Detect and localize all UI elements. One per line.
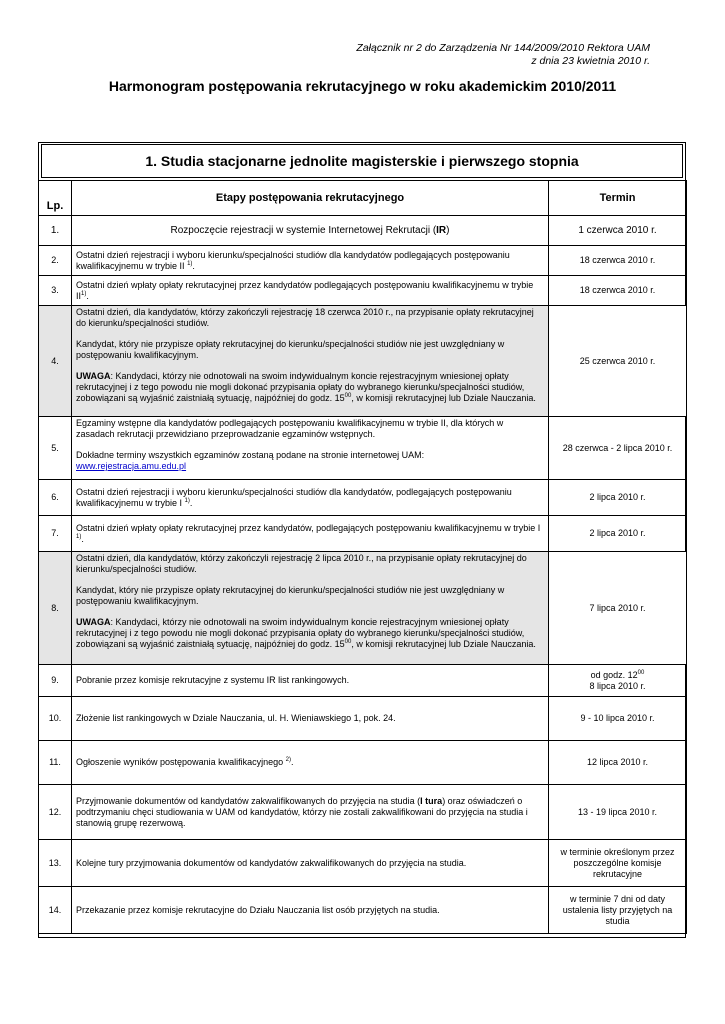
row-description	[72, 246, 549, 276]
row-term: 12 lipca 2010 r.	[549, 741, 687, 785]
note-text-end: , w komisji rekrutacyjnej lub Dziale Nauczania.	[351, 393, 536, 403]
table-row	[39, 887, 687, 934]
row-paragraph: Ostatni dzień, dla kandydatów, którzy zakończyli rejestrację 18 czerwca 2010 r., na przypisanie opłaty rekrutacyjnej do kierunku/specjalności studiów.	[76, 307, 534, 328]
row-number: 10.	[39, 697, 72, 741]
table-row	[39, 697, 687, 741]
row-number: 4.	[39, 306, 72, 417]
row-term: 28 czerwca - 2 lipca 2010 r.	[549, 417, 687, 480]
table-row	[39, 480, 687, 516]
row-number: 11.	[39, 741, 72, 785]
row-term: 18 czerwca 2010 r.	[549, 246, 687, 276]
row-text: Ostatni dzień wpłaty opłaty rekrutacyjnej przez kandydatów, podlegających postępowaniu kwalifikacyjnemu w trybie I	[76, 522, 541, 533]
row-term: 18 czerwca 2010 r.	[549, 276, 687, 306]
row-text: Ostatni dzień rejestracji i wyboru kierunku/specjalności studiów dla kandydatów, podlegających postępowaniu kwalifikacyjnemu w trybie I	[76, 486, 512, 508]
hour-superscript: 00	[344, 393, 352, 399]
row-text: Ostatni dzień rejestracji i wyboru kierunku/specjalności studiów dla kandydatów podlegających postępowaniu kwalifikacyjnemu w trybie II	[76, 249, 510, 271]
row-number: 7.	[39, 516, 72, 552]
row-number: 2.	[39, 246, 72, 276]
row-text: Ostatni dzień wpłaty opłaty rekrutacyjnej przez kandydatów podlegających postępowaniu kwalifikacyjnemu w trybie II	[76, 279, 534, 301]
row-description	[72, 552, 549, 665]
row-term: 9 - 10 lipca 2010 r.	[549, 697, 687, 741]
row-term: 13 - 19 lipca 2010 r.	[549, 785, 687, 840]
note-text: : Kandydaci, którzy nie odnotowali na swoim indywidualnym koncie rejestracyjnym wniesionej opłaty rekrutacyjnej i z tego powodu nie mogli dokonać przypisania opłaty do wybranego kierunku/specjalności studiów, zobowiązani są wyjaśnić zaistniałą sytuację, najpóźniej do godz. 15	[76, 617, 525, 649]
registration-link[interactable]: www.rejestracja.amu.edu.pl	[76, 461, 187, 471]
row-number: 14.	[39, 887, 72, 934]
row-term: 1 czerwca 2010 r.	[549, 216, 687, 246]
row-term: 2 lipca 2010 r.	[549, 516, 687, 552]
table-row	[39, 785, 687, 840]
table-row	[39, 741, 687, 785]
footnote-ref: 1)	[81, 290, 87, 297]
column-header-stage: Etapy postępowania rekrutacyjnego	[72, 181, 549, 216]
column-header-term: Termin	[549, 181, 687, 216]
row-text-end: .	[290, 757, 294, 767]
section-title: 1. Studia stacjonarne jednolite magisterskie i pierwszego stopnia	[41, 144, 683, 178]
row-description: Przekazanie przez komisje rekrutacyjne do Działu Nauczania list osób przyjętych na studia.	[72, 887, 549, 934]
row-note	[76, 371, 544, 404]
table-header-row	[39, 181, 687, 216]
row-text: Ogłoszenie wyników postępowania kwalifikacyjnego	[76, 757, 284, 767]
row-description: Kolejne tury przyjmowania dokumentów od kandydatów zakwalifikowanych do przyjęcia na studia.	[72, 840, 549, 887]
row-note	[76, 617, 544, 650]
table-row	[39, 216, 687, 246]
row-term: w terminie 7 dni od daty ustalenia listy przyjętych na studia	[549, 887, 687, 934]
row-paragraph: Dokładne terminy wszystkich egzaminów zostaną podane na stronie internetowej UAM:	[76, 450, 425, 460]
table-row	[39, 306, 687, 417]
row-paragraph: Egzaminy wstępne dla kandydatów podlegających postępowaniu kwalifikacyjnemu w trybie II, dla których w zasadach rekrutacji przewidziano przeprowadzanie egzaminów wstępnych.	[76, 418, 504, 439]
row-text-end: ) oraz oświadczeń o podtrzymaniu chęci studiowania w UAM od kandydatów, którzy nie zostali zakwalifikowani do przyjęcia na studia i stanowią grupę rezerwową.	[76, 795, 528, 828]
table-row	[39, 516, 687, 552]
note-text-end: , w komisji rekrutacyjnej lub Dziale Nauczania.	[351, 639, 536, 649]
term-date: 8 lipca 2010 r.	[589, 680, 646, 691]
row-term	[549, 665, 687, 697]
row-number: 5.	[39, 417, 72, 480]
row-term: 7 lipca 2010 r.	[549, 552, 687, 665]
row-term: w terminie określonym przez poszczególne komisje rekrutacyjne	[549, 840, 687, 887]
table-row	[39, 552, 687, 665]
row-paragraph: Kandydat, który nie przypisze opłaty rekrutacyjnej do kierunku/specjalności studiów nie jest uwzględniany w postępowaniu kwalifikacyjnym.	[76, 585, 505, 606]
row-number: 3.	[39, 276, 72, 306]
row-text-end: .	[86, 290, 89, 301]
hour-superscript: 00	[637, 669, 645, 676]
row-text-end: .	[192, 260, 195, 271]
hour-superscript: 00	[344, 639, 352, 645]
table-row	[39, 417, 687, 480]
row-number: 9.	[39, 665, 72, 697]
row-description	[72, 480, 549, 516]
table-row	[39, 665, 687, 697]
row-description	[72, 216, 549, 246]
row-text: Przyjmowanie dokumentów od kandydatów zakwalifikowanych do przyjęcia na studia (	[76, 795, 421, 806]
header-line-1: Załącznik nr 2 do Zarządzenia Nr 144/2009/2010 Rektora UAM	[356, 42, 650, 54]
term-time: od godz. 12	[590, 669, 638, 680]
row-description	[72, 785, 549, 840]
note-text: : Kandydaci, którzy nie odnotowali na swoim indywidualnym koncie rejestracyjnym wniesionej opłaty rekrutacyjnej i z tego powodu nie mogli dokonać przypisania opłaty do wybranego kierunku/specjalności studiów, zobowiązani są wyjaśnić zaistniałą sytuację, najpóźniej do godz. 15	[76, 371, 525, 403]
page-title: Harmonogram postępowania rekrutacyjnego w roku akademickim 2010/2011	[108, 78, 617, 94]
footnote-ref: 1)	[184, 497, 190, 504]
row-text-end: .	[189, 497, 193, 508]
note-label: UWAGA	[76, 617, 111, 627]
footnote-ref: 1)	[187, 260, 193, 267]
row-number: 1.	[39, 216, 72, 246]
footnote-ref: 2)	[285, 757, 291, 763]
row-paragraph: Kandydat, który nie przypisze opłaty rekrutacyjnej do kierunku/specjalności studiów nie jest uwzględniany w postępowaniu kwalifikacyjnym.	[76, 339, 505, 360]
row-text-end: .	[81, 533, 84, 544]
row-paragraph: Ostatni dzień, dla kandydatów, którzy zakończyli rejestrację 2 lipca 2010 r., na przypisanie opłaty rekrutacyjnej do kierunku/specjalności studiów.	[76, 553, 527, 574]
row-number: 6.	[39, 480, 72, 516]
table-row	[39, 246, 687, 276]
row-description	[72, 516, 549, 552]
row-text: Rozpoczęcie rejestracji w systemie Internetowej Rekrutacji (	[170, 225, 437, 236]
row-text-bold: IR	[436, 225, 447, 236]
table-row	[39, 840, 687, 887]
document-header	[356, 42, 650, 68]
table-row	[39, 276, 687, 306]
row-description	[72, 741, 549, 785]
column-header-lp: Lp.	[39, 181, 72, 216]
row-term: 2 lipca 2010 r.	[549, 480, 687, 516]
footnote-ref: 1)	[76, 533, 82, 540]
row-number: 8.	[39, 552, 72, 665]
row-text-bold: I tura	[420, 795, 443, 806]
row-description	[72, 276, 549, 306]
row-description	[72, 306, 549, 417]
schedule-table	[38, 180, 687, 934]
row-description: Złożenie list rankingowych w Dziale Nauczania, ul. H. Wieniawskiego 1, pok. 24.	[72, 697, 549, 741]
row-description: Pobranie przez komisje rekrutacyjne z systemu IR list rankingowych.	[72, 665, 549, 697]
header-line-2: z dnia 23 kwietnia 2010 r.	[531, 55, 650, 67]
row-text-end: )	[446, 225, 450, 236]
row-description	[72, 417, 549, 480]
note-label: UWAGA	[76, 371, 111, 381]
row-term: 25 czerwca 2010 r.	[549, 306, 687, 417]
row-number: 13.	[39, 840, 72, 887]
row-number: 12.	[39, 785, 72, 840]
